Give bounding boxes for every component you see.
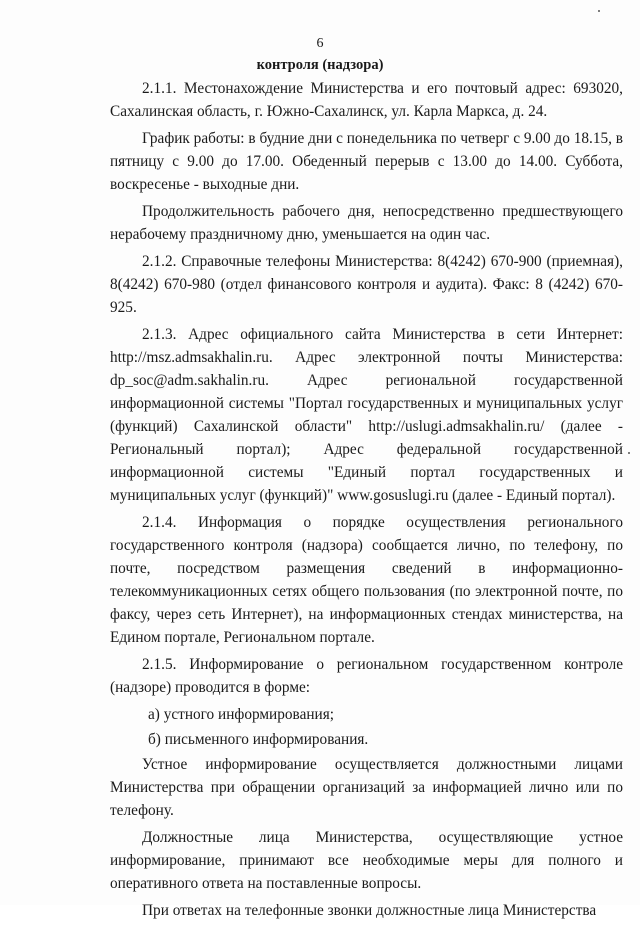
paragraph-schedule: График работы: в будние дни с понедельника по четверг с 9.00 до 18.15, в пятницу с 9.00 до 17.00. Обеденный перерыв с 13.00 до 14.00. Суббота, воскресенье - выходные дни. <box>110 130 623 193</box>
page-number: 6 <box>316 36 324 51</box>
document-body <box>110 77 623 926</box>
paragraph-phones: 2.1.2. Справочные телефоны Министерства: 8(4242) 670-900 (приемная), 8(4242) 670-980 (отдел финансового контроля и аудита). Факс: 8 (4242) 670-925. <box>110 253 623 316</box>
paragraph-information: 2.1.4. Информация о порядке осуществления регионального государственного контроля (надзора) сообщается лично, по телефону, по почте, посредством размещения сведений в информационно-телекоммуникационных сетях общего пользования (по электронной почте, по факсу, через сеть Интернет), на информационных стендах министерства, на Едином портале, Региональном портале. <box>110 514 623 646</box>
paragraph-preholiday: Продолжительность рабочего дня, непосредственно предшествующего нерабочему праздничному дню, уменьшается на один час. <box>110 203 623 243</box>
paragraph-phone-calls: При ответах на телефонные звонки должностные лица Министерства <box>142 902 597 919</box>
section-heading: контроля (надзора) <box>256 57 384 73</box>
paragraph-website: 2.1.3. Адрес официального сайта Министерства в сети Интернет: http://msz.admsakhalin.ru. Адрес электронной почты Министерства: dp_soc@adm.sakhalin.ru. Адрес региональной государственной информационной системы "Портал государственных и муниципальных услуг (функций) Сахалинской области" http://uslugi.admsakhalin.ru/ (далее - Региональный портал); Адрес федеральной государственной информационной системы "Единый портал государственных и муниципальных услуг (функций)" www.gosuslugi.ru (далее - Единый портал). <box>110 326 623 504</box>
paragraph-informing-form: 2.1.5. Информирование о региональном государственном контроле (надзоре) проводится в форме: <box>110 656 623 696</box>
list-item-oral: а) устного информирования; <box>148 706 335 723</box>
paragraph-location: 2.1.1. Местонахождение Министерства и его почтовый адрес: 693020, Сахалинская область, г. Южно-Сахалинск, ул. Карла Маркса, д. 24. <box>110 80 623 120</box>
paragraph-oral-informing: Устное информирование осуществляется должностными лицами Министерства при обращении организаций за информацией лично или по телефону. <box>110 756 623 819</box>
scan-speck <box>598 10 600 12</box>
paragraph-officials: Должностные лица Министерства, осуществляющие устное информирование, принимают все необходимые меры для полного и оперативного ответа на поставленные вопросы. <box>110 829 623 892</box>
scan-speck <box>628 452 630 454</box>
list-item-written: б) письменного информирования. <box>148 731 369 748</box>
